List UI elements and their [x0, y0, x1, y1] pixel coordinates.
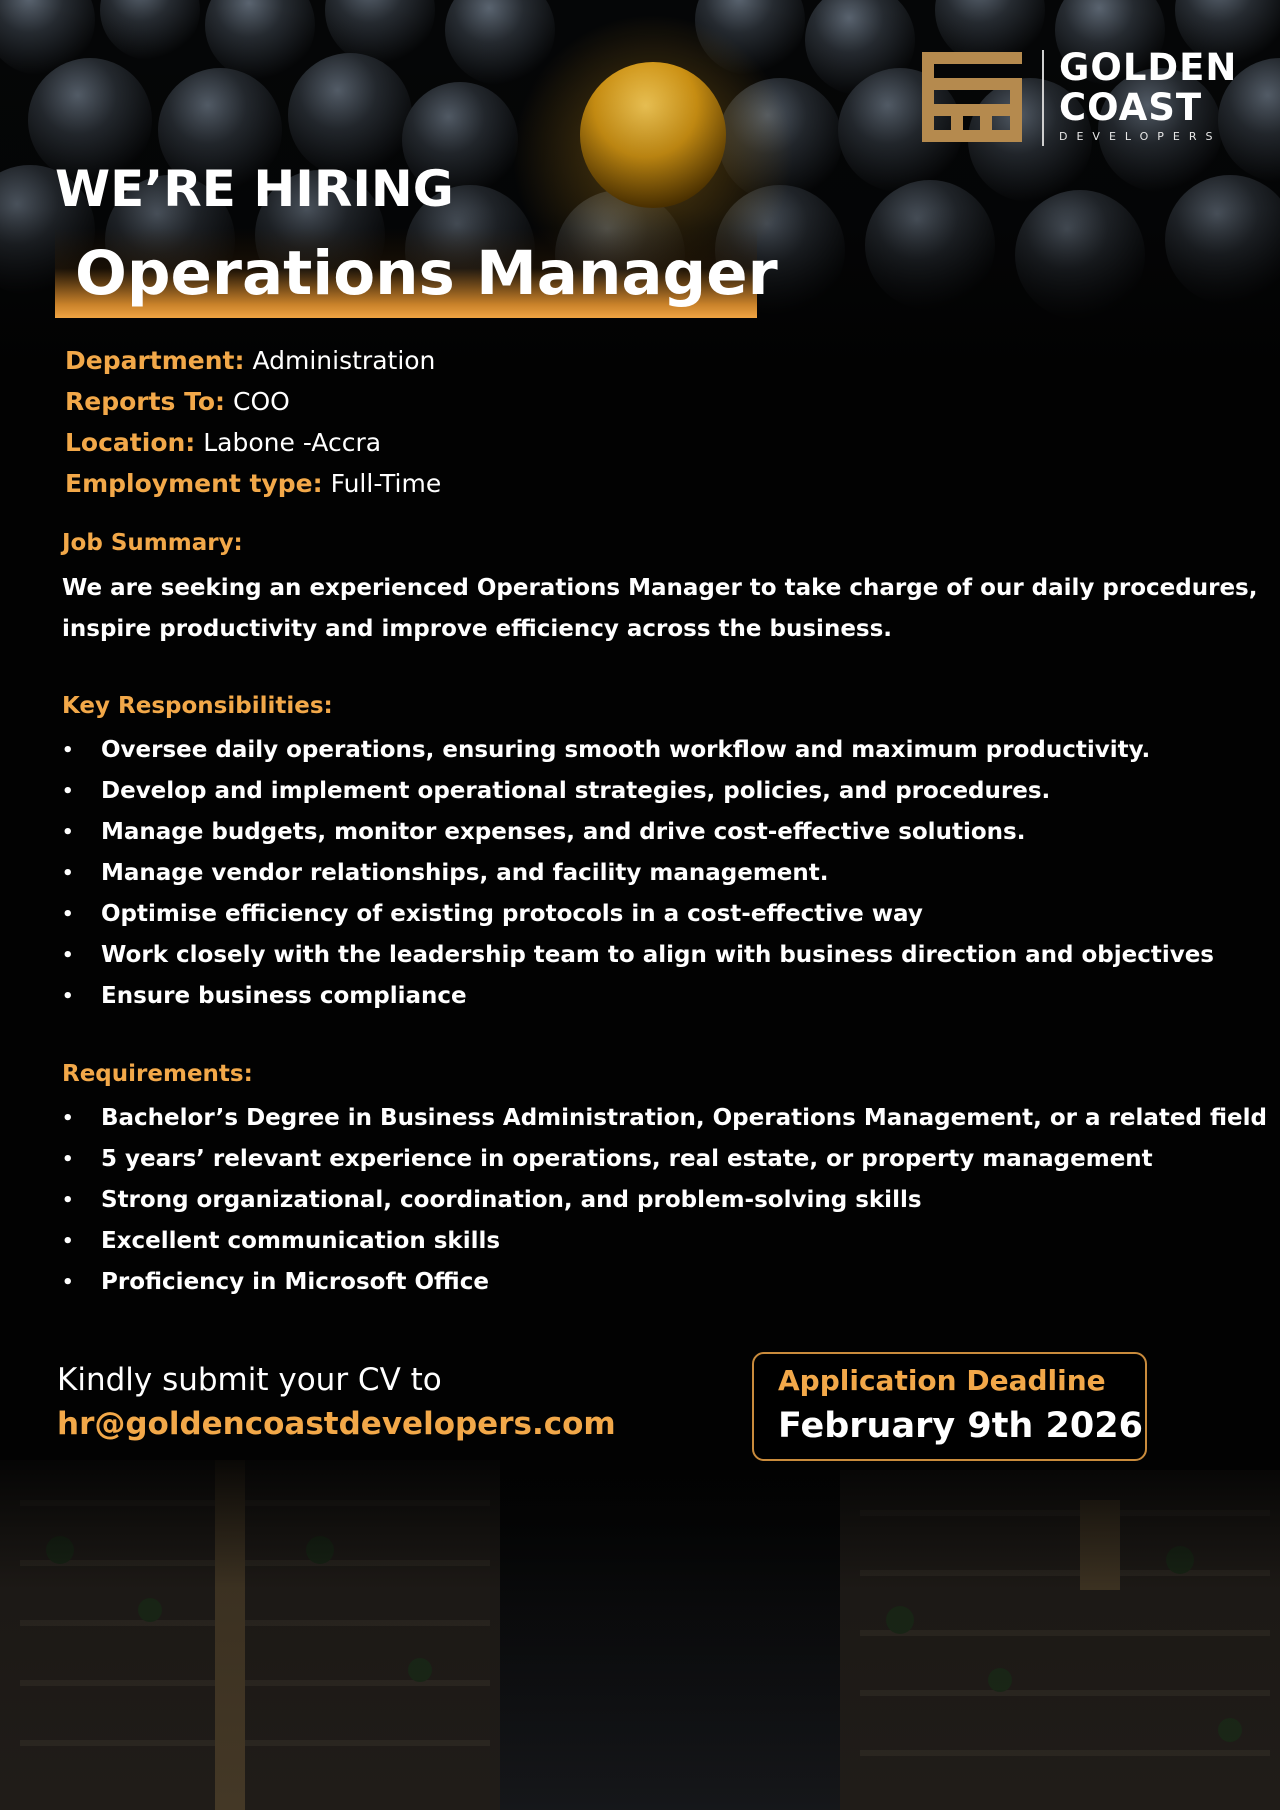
- bullet-icon: •: [62, 781, 74, 802]
- apply-email-link[interactable]: hr@goldencoastdevelopers.com: [57, 1406, 616, 1442]
- bullet-icon: •: [62, 863, 74, 884]
- bullet-icon: •: [62, 1108, 74, 1129]
- detail-value: Labone -Accra: [203, 428, 382, 457]
- list-item-text: Proficiency in Microsoft Office: [101, 1269, 489, 1295]
- list-item: [62, 935, 1262, 976]
- list-item-text: Work closely with the leadership team to align with business direction and objectives: [101, 942, 1214, 968]
- detail-department: [65, 340, 441, 381]
- list-item-text: Ensure business compliance: [101, 983, 467, 1009]
- golden-coast-logo: [922, 46, 1238, 148]
- greek-key-logo-icon: [922, 52, 1022, 144]
- responsibilities-heading: Key Responsibilities:: [62, 693, 333, 719]
- list-item: [62, 894, 1262, 935]
- detail-label: Department:: [65, 346, 245, 375]
- detail-value: Administration: [252, 346, 436, 375]
- detail-label: Location:: [65, 428, 196, 457]
- job-summary-line: We are seeking an experienced Operations Manager to take charge of our daily procedures,: [62, 575, 1258, 601]
- application-deadline-box: [752, 1352, 1147, 1461]
- list-item-text: Bachelor’s Degree in Business Administration, Operations Management, or a related field: [101, 1105, 1267, 1131]
- list-item: [62, 1180, 1262, 1221]
- apply-instructions: [57, 1358, 616, 1446]
- detail-location: [65, 422, 441, 463]
- job-summary-text: [62, 568, 1262, 650]
- list-item-text: Optimise efficiency of existing protocols in a cost-effective way: [101, 901, 923, 927]
- list-item: [62, 730, 1262, 771]
- buildings-background-image: [0, 1440, 1280, 1810]
- detail-value: COO: [233, 387, 290, 416]
- logo-name-line2: COAST: [1059, 86, 1203, 129]
- bullet-icon: •: [62, 1272, 74, 1293]
- detail-value: Full-Time: [330, 469, 442, 498]
- logo-name-line1: GOLDEN: [1059, 46, 1238, 89]
- job-summary-heading: Job Summary:: [62, 530, 243, 556]
- job-title-banner: [55, 228, 778, 318]
- responsibilities-list: [62, 730, 1262, 1017]
- bullet-icon: •: [62, 904, 74, 925]
- detail-label: Employment type:: [65, 469, 323, 498]
- job-summary-line: inspire productivity and improve efficiency across the business.: [62, 616, 893, 642]
- job-title: Operations Manager: [75, 238, 778, 309]
- requirements-heading: Requirements:: [62, 1061, 253, 1087]
- deadline-date: February 9th 2026: [778, 1406, 1143, 1446]
- apply-text: Kindly submit your CV to: [57, 1362, 442, 1398]
- list-item-text: Strong organizational, coordination, and problem-solving skills: [101, 1187, 922, 1213]
- job-details: [65, 340, 441, 504]
- bullet-icon: •: [62, 740, 74, 761]
- deadline-label: Application Deadline: [778, 1364, 1106, 1397]
- bullet-icon: •: [62, 945, 74, 966]
- list-item-text: Manage vendor relationships, and facility management.: [101, 860, 829, 886]
- detail-reports-to: [65, 381, 441, 422]
- list-item: [62, 1139, 1262, 1180]
- bullet-icon: •: [62, 1231, 74, 1252]
- list-item-text: Manage budgets, monitor expenses, and drive cost-effective solutions.: [101, 819, 1026, 845]
- list-item: [62, 1221, 1262, 1262]
- list-item: [62, 976, 1262, 1017]
- bullet-icon: •: [62, 1149, 74, 1170]
- list-item: [62, 853, 1262, 894]
- logo-tagline: DEVELOPERS: [1059, 130, 1222, 143]
- list-item: [62, 1098, 1267, 1139]
- bullet-icon: •: [62, 822, 74, 843]
- list-item-text: Develop and implement operational strategies, policies, and procedures.: [101, 778, 1051, 804]
- logo-divider: [1042, 50, 1044, 146]
- detail-employment-type: [65, 463, 441, 504]
- list-item-text: 5 years’ relevant experience in operations, real estate, or property management: [101, 1146, 1153, 1172]
- list-item-text: Oversee daily operations, ensuring smooth workflow and maximum productivity.: [101, 737, 1151, 763]
- logo-wordmark: [1059, 48, 1237, 143]
- list-item: [62, 1262, 1262, 1303]
- bullet-icon: •: [62, 986, 74, 1007]
- list-item: [62, 812, 1262, 853]
- requirements-list: [62, 1098, 1267, 1303]
- detail-label: Reports To:: [65, 387, 226, 416]
- hiring-headline: WE’RE HIRING: [55, 160, 454, 218]
- bullet-icon: •: [62, 1190, 74, 1211]
- list-item: [62, 771, 1262, 812]
- list-item-text: Excellent communication skills: [101, 1228, 501, 1254]
